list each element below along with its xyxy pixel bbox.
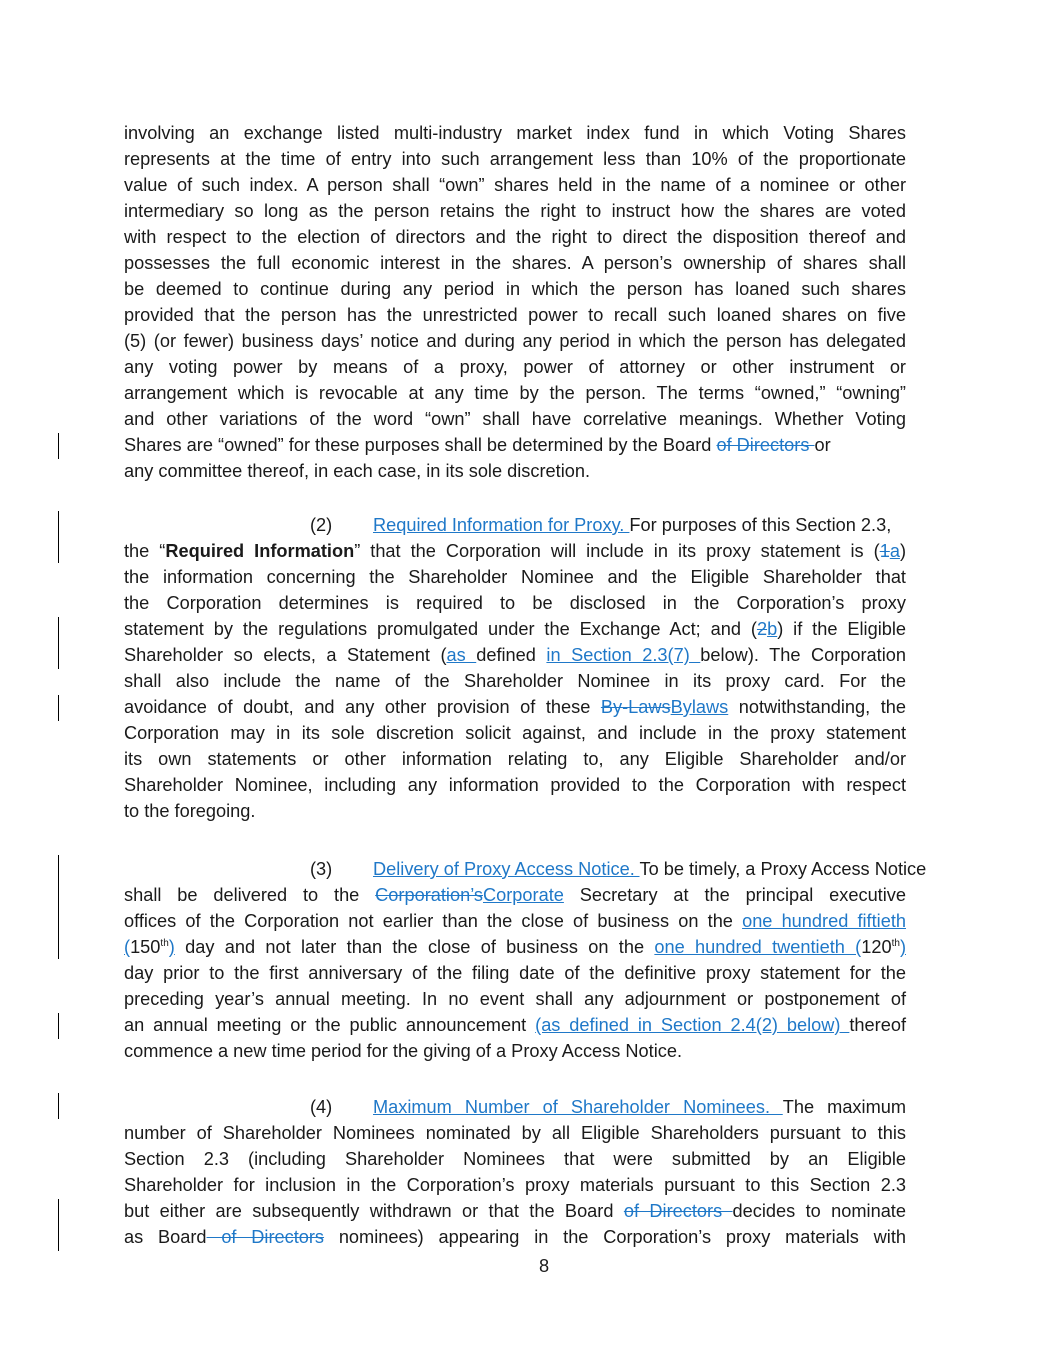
inserted-text: in Section 2.3(7) [546,645,701,665]
page-number: 8 [538,1256,550,1276]
text-line: any committee thereof, in each case, in its sole discretion. [124,461,591,481]
text-line: shall be delivered to the Corporation’sCorporate Secretary at the principal executive [124,885,906,905]
deleted-text: 2 [756,619,768,639]
text-line: intermediary so long as the person retains the right to instruct how the shares are voted [124,201,906,221]
change-bar [58,511,59,563]
change-bar [58,695,59,721]
section-number: (3) [310,859,333,879]
text-line: Shares are “owned” for these purposes shall be determined by the Board of Directors or [124,435,831,455]
defined-term: Required Information [165,541,355,561]
deleted-text: Corporation’s [375,885,483,905]
section-heading: Maximum Number of Shareholder Nominees. [373,1097,783,1117]
text-line: number of Shareholder Nominees nominated by all Eligible Shareholders pursuant to this [124,1123,906,1143]
text-line: Shareholder Nominee, including any information provided to the Corporation with respect [124,775,906,795]
section-number: (2) [310,515,333,535]
text-line: represents at the time of entry into such arrangement less than 10% of the proportionate [124,149,906,169]
deleted-text: 1 [879,541,890,561]
text-line: commence a new time period for the giving of a Proxy Access Notice. [124,1041,683,1061]
text-line: an annual meeting or the public announcement (as defined in Section 2.4(2) below) thereof [124,1015,906,1035]
deleted-text: of Directors [716,435,815,455]
change-bar [58,617,59,669]
text-line: day prior to the first anniversary of the filing date of the definitive proxy statement for the [124,963,906,983]
text-line: the Corporation determines is required to be disclosed in the Corporation’s proxy [124,593,906,613]
text-line: and other variations of the word “own” shall have correlative meanings. Whether Voting [124,409,906,429]
deleted-text: By-Laws [600,697,671,717]
inserted-text: a [889,541,900,561]
inserted-text: b [767,619,778,639]
text-line: (4) Maximum Number of Shareholder Nominees. The maximum [124,1094,906,1120]
change-bar [58,1093,59,1119]
text-line: Shareholder so elects, a Statement (as defined in Section 2.3(7) below). The Corporation [124,645,906,665]
text-line: the “Required Information” that the Corporation will include in its proxy statement is (1a) [124,541,906,561]
section-heading: Delivery of Proxy Access Notice. [373,859,640,879]
deleted-text: of Directors [206,1227,325,1247]
section-heading: Required Information for Proxy. [373,515,630,535]
ordinal-suffix: th [160,937,169,949]
text-line: involving an exchange listed multi-industry market index fund in which Voting Shares [124,123,906,143]
text-line: provided that the person has the unrestricted power to recall such loaned shares on five [124,305,906,325]
inserted-text: ) [168,937,175,957]
change-bar [58,433,59,459]
inserted-text: (as defined in Section 2.4(2) below) [535,1015,850,1035]
section-number: (4) [310,1097,333,1117]
inserted-text: as [446,645,477,665]
inserted-text: ( [124,937,131,957]
change-bar [58,1013,59,1039]
ordinal-suffix: th [891,937,900,949]
text-line: Section 2.3 (including Shareholder Nominees that were submitted by an Eligible [124,1149,906,1169]
text-line: the information concerning the Shareholder Nominee and the Eligible Shareholder that [124,567,906,587]
text-line: Shareholder for inclusion in the Corporation’s proxy materials pursuant to this Section 2.3 [124,1175,906,1195]
deleted-text: of Directors [623,1201,733,1221]
text-line: arrangement which is revocable at any time by the person. The terms “owned,” “owning” [124,383,906,403]
change-bar [58,1199,59,1251]
inserted-text: Bylaws [670,697,729,717]
inserted-text: Corporate [483,885,564,905]
text-line: avoidance of doubt, and any other provision of these By-LawsBylaws notwithstanding, the [124,697,906,717]
text-line: preceding year’s annual meeting. In no event shall any adjournment or postponement of [124,989,906,1009]
text-line: be deemed to continue during any period in which the person has loaned such shares [124,279,906,299]
inserted-text: ) [899,937,906,957]
text-line: with respect to the election of directors and the right to direct the disposition thereof and [124,227,906,247]
text-line: (2) Required Information for Proxy. For purposes of this Section 2.3, [124,512,906,538]
text-line: as Board of Directors nominees) appearing in the Corporation’s proxy materials with [124,1227,906,1247]
inserted-text: one hundred fiftieth [742,911,906,931]
text-line: its own statements or other information relating to, any Eligible Shareholder and/or [124,749,906,769]
text-line: (5) (or fewer) business days’ notice and during any period in which the person has delegated [124,331,906,351]
text-line: statement by the regulations promulgated under the Exchange Act; and (2b) if the Eligible [124,619,907,639]
text-line: Corporation may in its sole discretion solicit against, and include in the proxy statement [124,723,906,743]
text-line: but either are subsequently withdrawn or that the Board of Directors decides to nominate [124,1201,906,1221]
text-line: possesses the full economic interest in the shares. A person’s ownership of shares shall [124,253,906,273]
text-line: value of such index. A person shall “own” shares held in the name of a nominee or other [124,175,906,195]
change-bar [58,855,59,959]
text-line: (150th) day and not later than the close of business on the one hundred twentieth (120th) [124,937,906,957]
text-line: offices of the Corporation not earlier than the close of business on the one hundred fiftieth [124,911,906,931]
text-line: shall also include the name of the Shareholder Nominee in its proxy card. For the [124,671,906,691]
text-line: (3) Delivery of Proxy Access Notice. To be timely, a Proxy Access Notice [124,856,906,882]
text-line: any voting power by means of a proxy, power of attorney or other instrument or [124,357,906,377]
text-line: to the foregoing. [124,801,256,821]
inserted-text: one hundred twentieth ( [654,937,862,957]
